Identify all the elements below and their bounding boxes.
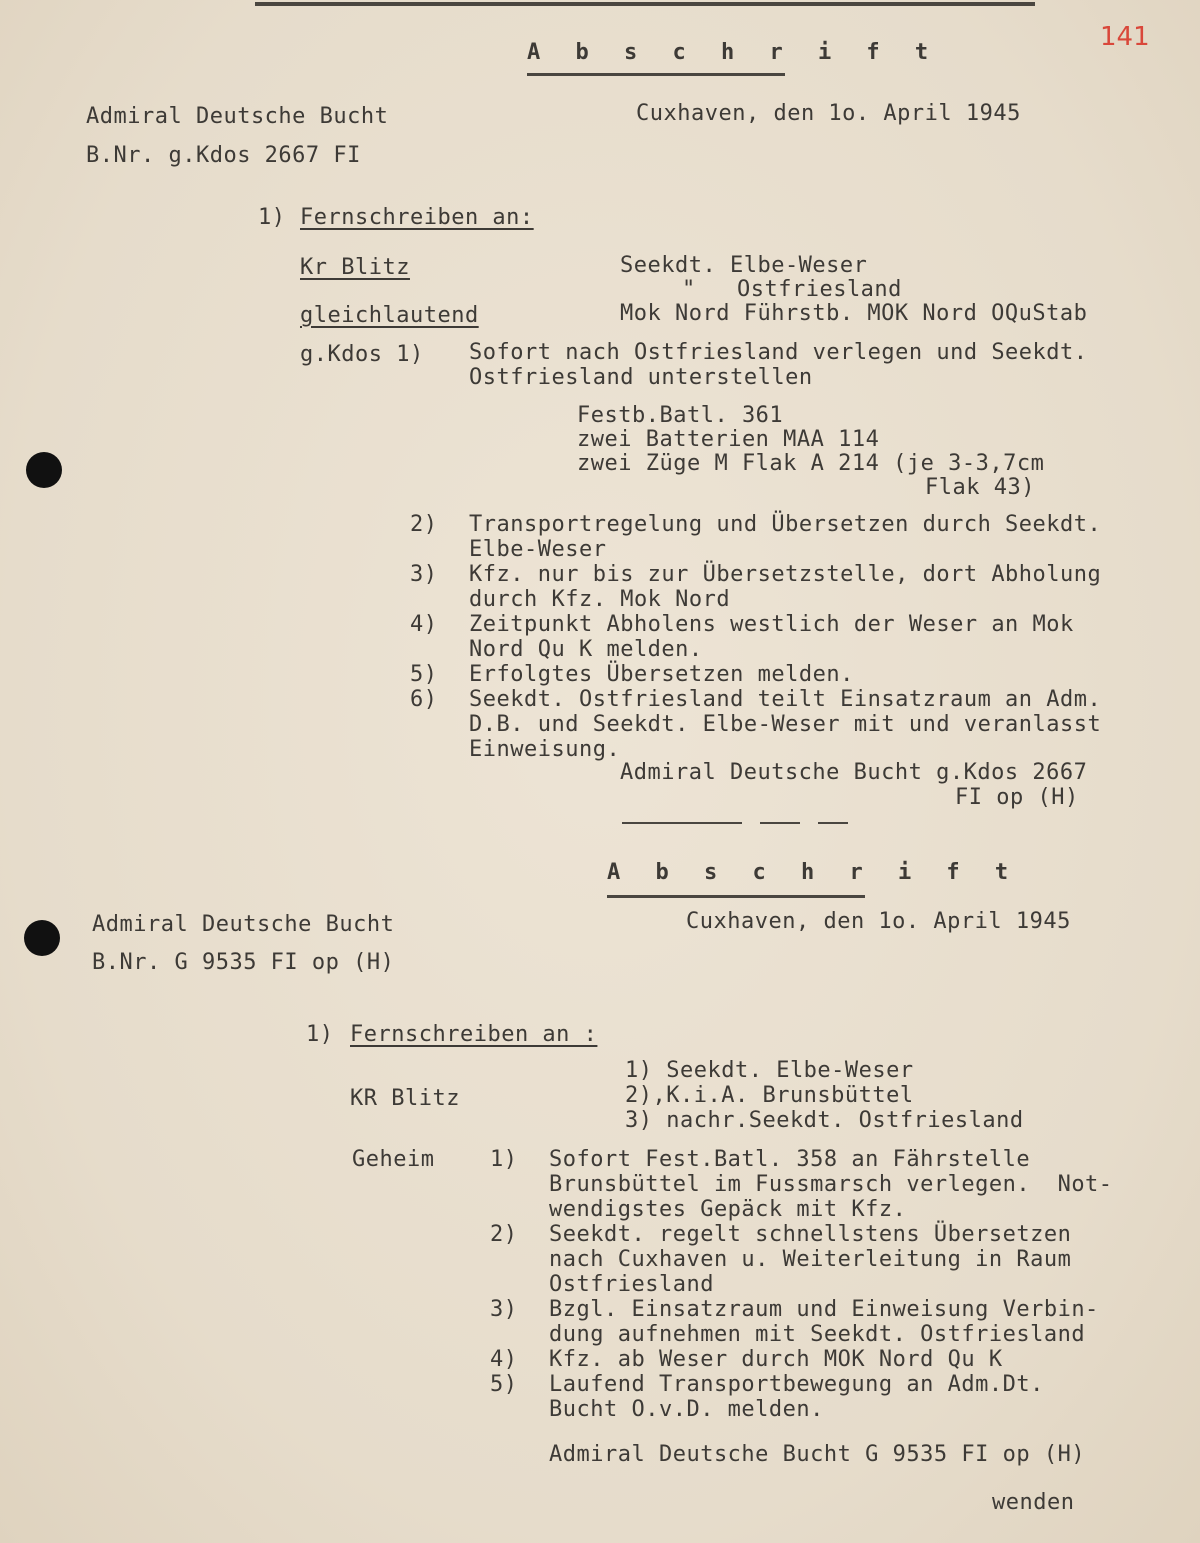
point-line: nach Cuxhaven u. Weiterleitung in Raum — [549, 1247, 1072, 1272]
recipient-line: 1) Seekdt. Elbe-Weser — [625, 1058, 914, 1083]
recipient-line: " Ostfriesland — [682, 277, 902, 302]
signature-line: Admiral Deutsche Bucht g.Kdos 2667 — [620, 760, 1088, 785]
unit-line: Festb.Batl. 361 — [577, 403, 784, 428]
item-number: 1) — [306, 1022, 334, 1047]
top-rule — [255, 2, 1035, 6]
recipient-line: Mok Nord Führstb. MOK Nord OQuStab — [620, 301, 1088, 326]
point-line: Elbe-Weser — [469, 537, 607, 562]
reference-number: B.Nr. g.Kdos 2667 FI — [86, 143, 361, 168]
point-number: 6) — [410, 687, 438, 712]
point-number: 3) — [410, 562, 438, 587]
recipient-line: 3) nachr.Seekdt. Ostfriesland — [625, 1108, 1024, 1133]
point-number: 5) — [490, 1372, 518, 1397]
separator-dash — [622, 822, 742, 824]
sender: Admiral Deutsche Bucht — [92, 912, 395, 937]
punch-hole-top — [26, 452, 62, 488]
unit-line: zwei Züge M Flak A 214 (je 3-3,7cm — [577, 451, 1045, 476]
unit-line: Flak 43) — [925, 475, 1035, 500]
reference-number: B.Nr. G 9535 FI op (H) — [92, 950, 395, 975]
gleichlautend-label: gleichlautend — [300, 303, 479, 328]
kr-blitz-label: KR Blitz — [350, 1086, 460, 1111]
point-line: Seekdt. regelt schnellstens Übersetzen — [549, 1222, 1072, 1247]
fernschreiben-label: Fernschreiben an : — [350, 1022, 598, 1047]
punch-hole-bottom — [24, 920, 60, 956]
point-line: Bucht O.v.D. melden. — [549, 1397, 824, 1422]
point-line: Kfz. nur bis zur Übersetzstelle, dort Abholung — [469, 562, 1102, 587]
unit-line: zwei Batterien MAA 114 — [577, 427, 880, 452]
heading-abschrift-2: A b s c h r i f t — [607, 860, 1020, 885]
point-line: Ostfriesland — [549, 1272, 714, 1297]
page-number: 141 — [1100, 22, 1150, 52]
point-line: Sofort Fest.Batl. 358 an Fährstelle — [549, 1147, 1031, 1172]
point-line: D.B. und Seekdt. Elbe-Weser mit und veranlasst — [469, 712, 1102, 737]
sender: Admiral Deutsche Bucht — [86, 104, 389, 129]
point-line: Nord Qu K melden. — [469, 637, 703, 662]
point-number: 4) — [410, 612, 438, 637]
point-line: Erfolgtes Übersetzen melden. — [469, 662, 854, 687]
paragraph-line: Sofort nach Ostfriesland verlegen und Seekdt. — [469, 340, 1088, 365]
signature-line: FI op (H) — [955, 785, 1079, 810]
point-number: 1) — [490, 1147, 518, 1172]
point-line: Laufend Transportbewegung an Adm.Dt. — [549, 1372, 1044, 1397]
point-line: Seekdt. Ostfriesland teilt Einsatzraum an Adm. — [469, 687, 1102, 712]
signature-line: Admiral Deutsche Bucht G 9535 FI op (H) — [549, 1442, 1086, 1467]
kr-blitz-label: Kr Blitz — [300, 255, 410, 280]
separator-dash — [818, 822, 848, 824]
classification-label: Geheim — [352, 1147, 435, 1172]
point-line: Bzgl. Einsatzraum und Einweisung Verbin- — [549, 1297, 1099, 1322]
place-date: Cuxhaven, den 1o. April 1945 — [636, 101, 1021, 126]
heading-rule-1 — [527, 73, 785, 76]
point-number: 2) — [410, 512, 438, 537]
point-line: Einweisung. — [469, 737, 621, 762]
point-line: Kfz. ab Weser durch MOK Nord Qu K — [549, 1347, 1003, 1372]
point-line: wendigstes Gepäck mit Kfz. — [549, 1197, 907, 1222]
heading-rule-2 — [607, 895, 865, 898]
recipient-line: Seekdt. Elbe-Weser — [620, 253, 868, 278]
point-number: 5) — [410, 662, 438, 687]
paragraph-line: Ostfriesland unterstellen — [469, 365, 813, 390]
point-line: Transportregelung und Übersetzen durch Seekdt. — [469, 512, 1102, 537]
item-number: 1) — [258, 205, 286, 230]
point-line: dung aufnehmen mit Seekdt. Ostfriesland — [549, 1322, 1086, 1347]
point-line: Zeitpunkt Abholens westlich der Weser an Mok — [469, 612, 1074, 637]
recipient-line: 2),K.i.A. Brunsbüttel — [625, 1083, 914, 1108]
point-number: 3) — [490, 1297, 518, 1322]
point-number: 2) — [490, 1222, 518, 1247]
fernschreiben-label: Fernschreiben an: — [300, 205, 534, 230]
point-number: 4) — [490, 1347, 518, 1372]
footer-wenden: wenden — [992, 1490, 1075, 1515]
point-line: Brunsbüttel im Fussmarsch verlegen. Not- — [549, 1172, 1113, 1197]
point-line: durch Kfz. Mok Nord — [469, 587, 731, 612]
heading-abschrift-1: A b s c h r i f t — [527, 40, 940, 65]
separator-dash — [760, 822, 800, 824]
classification-label: g.Kdos 1) — [300, 342, 424, 367]
place-date: Cuxhaven, den 1o. April 1945 — [686, 909, 1071, 934]
